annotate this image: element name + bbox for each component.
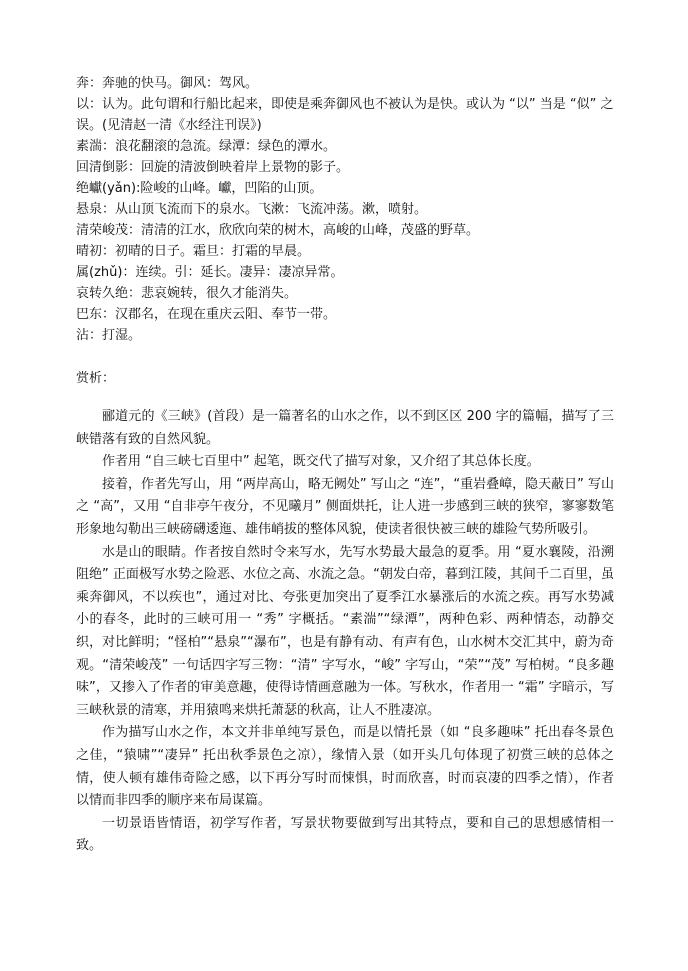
note-qingrong: 清荣峻茂：清清的江水，欣欣向荣的树木，高峻的山峰，茂盛的野草。: [76, 223, 480, 238]
annotation-list: [76, 73, 616, 346]
paragraph-conclusion: 一切景语皆情语，初学写作者，写景状物要做到写出其特点，要和自己的思想感情相一致。: [76, 815, 614, 854]
note-ben: 奔：奔驰的快马。御风：驾风。: [76, 76, 259, 91]
paragraph-water: 水是山的眼睛。作者按自然时令来写水，先写水势最大最急的夏季。用 “夏水襄陵，沿溯阻绝” 正面极写水势之险恶、水位之高、水流之急。“朝发白帝，暮到江陵，其间千二百里，虽乘奔御风，不以疾也”，通过对比、夸张更加突出了夏季江水暴涨后的水流之疾。再写水势减小的春冬，此时的三峡可用一 “秀” 字概括。“素湍”“绿潭”，两种色彩、两种情态，动静交织，对比鲜明；“怪柏”“悬泉”“瀑布”，也是有静有动、有声有色，山水树木交汇其中，蔚为奇观。“清荣峻茂” 一句话四字写三物：“清” 字写水，“峻” 字写山，“荣”“茂” 写柏树。“良多趣味”，又掺入了作者的审美意趣，使得诗情画意融为一体。写秋水，作者用一 “霜” 字暗示，写三峡秋景的清寒，并用猿鸣来烘托萧瑟的秋高，让人不胜凄凉。: [76, 544, 614, 718]
section-heading: 赏析：: [76, 371, 116, 386]
note-badong: 巴东：汉郡名，在现在重庆云阳、奉节一带。: [76, 307, 337, 322]
paragraph-mountains: 接着，作者先写山，用 “两岸高山，略无阙处” 写山之 “连”，“重岩叠嶂，隐天蔽日” 写山之 “高”，又用 “自非亭午夜分，不见曦月” 侧面烘托，让人进一步感到三峡的狭窄，寥寥数笔形象地勾勒出三峡磅礴逶迤、雄伟峭拔的整体风貌，使读者很快被三峡的雄险气势所吸引。: [76, 476, 614, 537]
note-aizhuan: 哀转久绝：悲哀婉转，很久才能消失。: [76, 286, 298, 301]
note-yi: 以：认为。此句谓和行船比起来，即使是乘奔御风也不被认为是快。或认为 “以” 当是 “似” 之误。(见清赵一清《水经注刊误》): [76, 97, 614, 133]
note-zhan: 沾：打湿。: [76, 328, 142, 343]
note-qingchu: 晴初：初晴的日子。霜旦：打霜的早晨。: [76, 244, 311, 259]
note-huiqing: 回清倒影：回旋的清波倒映着岸上景物的影子。: [76, 160, 350, 175]
paragraph-emotion: 作为描写山水之作，本文并非单纯写景色，而是以情托景（如 “良多趣味” 托出春冬景色之佳，“猿啸”“凄异” 托出秋季景色之凉），缘情入景（如开头几句体现了初赏三峡的总体之情，使人顿有雄伟奇险之感，以下再分写时而悚惧，时而欣喜，时而哀凄的四季之情），作者以情而非四季的顺序来布局谋篇。: [76, 725, 614, 809]
note-xuanquan: 悬泉：从山顶飞流而下的泉水。飞漱：飞流冲荡。漱，喷射。: [76, 202, 428, 217]
note-sutuan: 素湍：浪花翻滚的急流。绿潭：绿色的潭水。: [76, 139, 337, 154]
appreciation-body: [76, 406, 614, 858]
note-zhu: 属(zhǔ)：连续。引：延长。凄异：凄凉异常。: [76, 265, 344, 280]
note-jueyan: 绝巘(yǎn):险峻的山峰。巘，凹陷的山顶。: [76, 181, 323, 196]
paragraph-intro: 郦道元的《三峡》(首段）是一篇著名的山水之作，以不到区区 200 字的篇幅，描写了三峡错落有致的自然风貌。: [76, 409, 614, 447]
paragraph-opening: 作者用 “自三峡七百里中” 起笔，既交代了描写对象，又介绍了其总体长度。: [102, 454, 540, 470]
